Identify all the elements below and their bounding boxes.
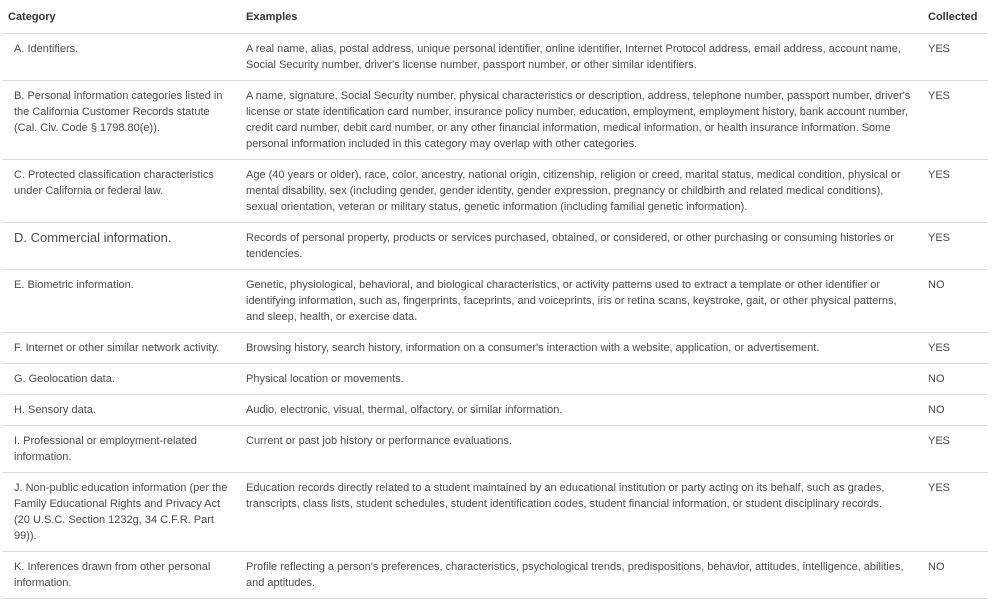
examples-cell: Profile reflecting a person's preferences, characteristics, psychological trends, predispositions, behavior, attitudes, intelligence, abilities, and aptitudes.: [240, 552, 922, 599]
category-cell: G. Geolocation data.: [2, 364, 240, 395]
table-row: [2, 223, 988, 270]
collected-cell: NO: [922, 270, 988, 333]
table-row: [2, 364, 988, 395]
collected-cell: NO: [922, 364, 988, 395]
personal-information-table: [2, 0, 988, 599]
examples-cell: Education records directly related to a student maintained by an educational institution or party acting on its behalf, such as grades, transcripts, class lists, student schedules, student identification codes, student financial information, or student disciplinary records.: [240, 473, 922, 552]
table-row: [2, 81, 988, 160]
collected-cell: YES: [922, 426, 988, 473]
header-examples: Examples: [240, 0, 922, 34]
examples-cell: Age (40 years or older), race, color, ancestry, national origin, citizenship, religion or creed, marital status, medical condition, physical or mental disability, sex (including gender, gender identity, gender expression, pregnancy or childbirth and related medical conditions), sexual orientation, veteran or military status, genetic information (including familial genetic information).: [240, 160, 922, 223]
category-cell: B. Personal information categories listed in the California Customer Records statute (Cal. Civ. Code § 1798.80(e)).: [2, 81, 240, 160]
category-cell: E. Biometric information.: [2, 270, 240, 333]
table-row: [2, 333, 988, 364]
table-row: [2, 395, 988, 426]
collected-cell: YES: [922, 34, 988, 81]
collected-cell: YES: [922, 81, 988, 160]
category-cell: A. Identifiers.: [2, 34, 240, 81]
examples-cell: A real name, alias, postal address, unique personal identifier, online identifier, Internet Protocol address, email address, account name, Social Security number, driver's license number, passport number, or other similar identifiers.: [240, 34, 922, 81]
category-cell: J. Non-public education information (per the Family Educational Rights and Privacy Act (20 U.S.C. Section 1232g, 34 C.F.R. Part 99)).: [2, 473, 240, 552]
category-cell: K. Inferences drawn from other personal information.: [2, 552, 240, 599]
header-category: Category: [2, 0, 240, 34]
header-collected: Collected: [922, 0, 988, 34]
examples-cell: Browsing history, search history, information on a consumer's interaction with a website, application, or advertisement.: [240, 333, 922, 364]
collected-cell: YES: [922, 160, 988, 223]
collected-cell: YES: [922, 333, 988, 364]
examples-cell: Genetic, physiological, behavioral, and biological characteristics, or activity patterns used to extract a template or other identifier or identifying information, such as, fingerprints, faceprints, and voiceprints, iris or retina scans, keystroke, gait, or other physical patterns, and sleep, health, or exercise data.: [240, 270, 922, 333]
collected-cell: YES: [922, 473, 988, 552]
category-cell: D. Commercial information.: [2, 223, 240, 270]
collected-cell: NO: [922, 552, 988, 599]
category-cell: F. Internet or other similar network activity.: [2, 333, 240, 364]
table-header-row: [2, 0, 988, 34]
examples-cell: Records of personal property, products or services purchased, obtained, or considered, or other purchasing or consuming histories or tendencies.: [240, 223, 922, 270]
table-row: [2, 473, 988, 552]
table-row: [2, 552, 988, 599]
collected-cell: NO: [922, 395, 988, 426]
table-row: [2, 270, 988, 333]
examples-cell: Audio, electronic, visual, thermal, olfactory, or similar information.: [240, 395, 922, 426]
examples-cell: A name, signature, Social Security number, physical characteristics or description, address, telephone number, passport number, driver's license or state identification card number, insurance policy number, education, employment, employment history, bank account number, credit card number, debit card number, or any other financial information, medical information, or health insurance information. Some personal information included in this category may overlap with other categories.: [240, 81, 922, 160]
category-cell: H. Sensory data.: [2, 395, 240, 426]
examples-cell: Current or past job history or performance evaluations.: [240, 426, 922, 473]
category-cell: I. Professional or employment-related information.: [2, 426, 240, 473]
table-row: [2, 160, 988, 223]
collected-cell: YES: [922, 223, 988, 270]
table-row: [2, 426, 988, 473]
table-row: [2, 34, 988, 81]
category-cell: C. Protected classification characteristics under California or federal law.: [2, 160, 240, 223]
examples-cell: Physical location or movements.: [240, 364, 922, 395]
